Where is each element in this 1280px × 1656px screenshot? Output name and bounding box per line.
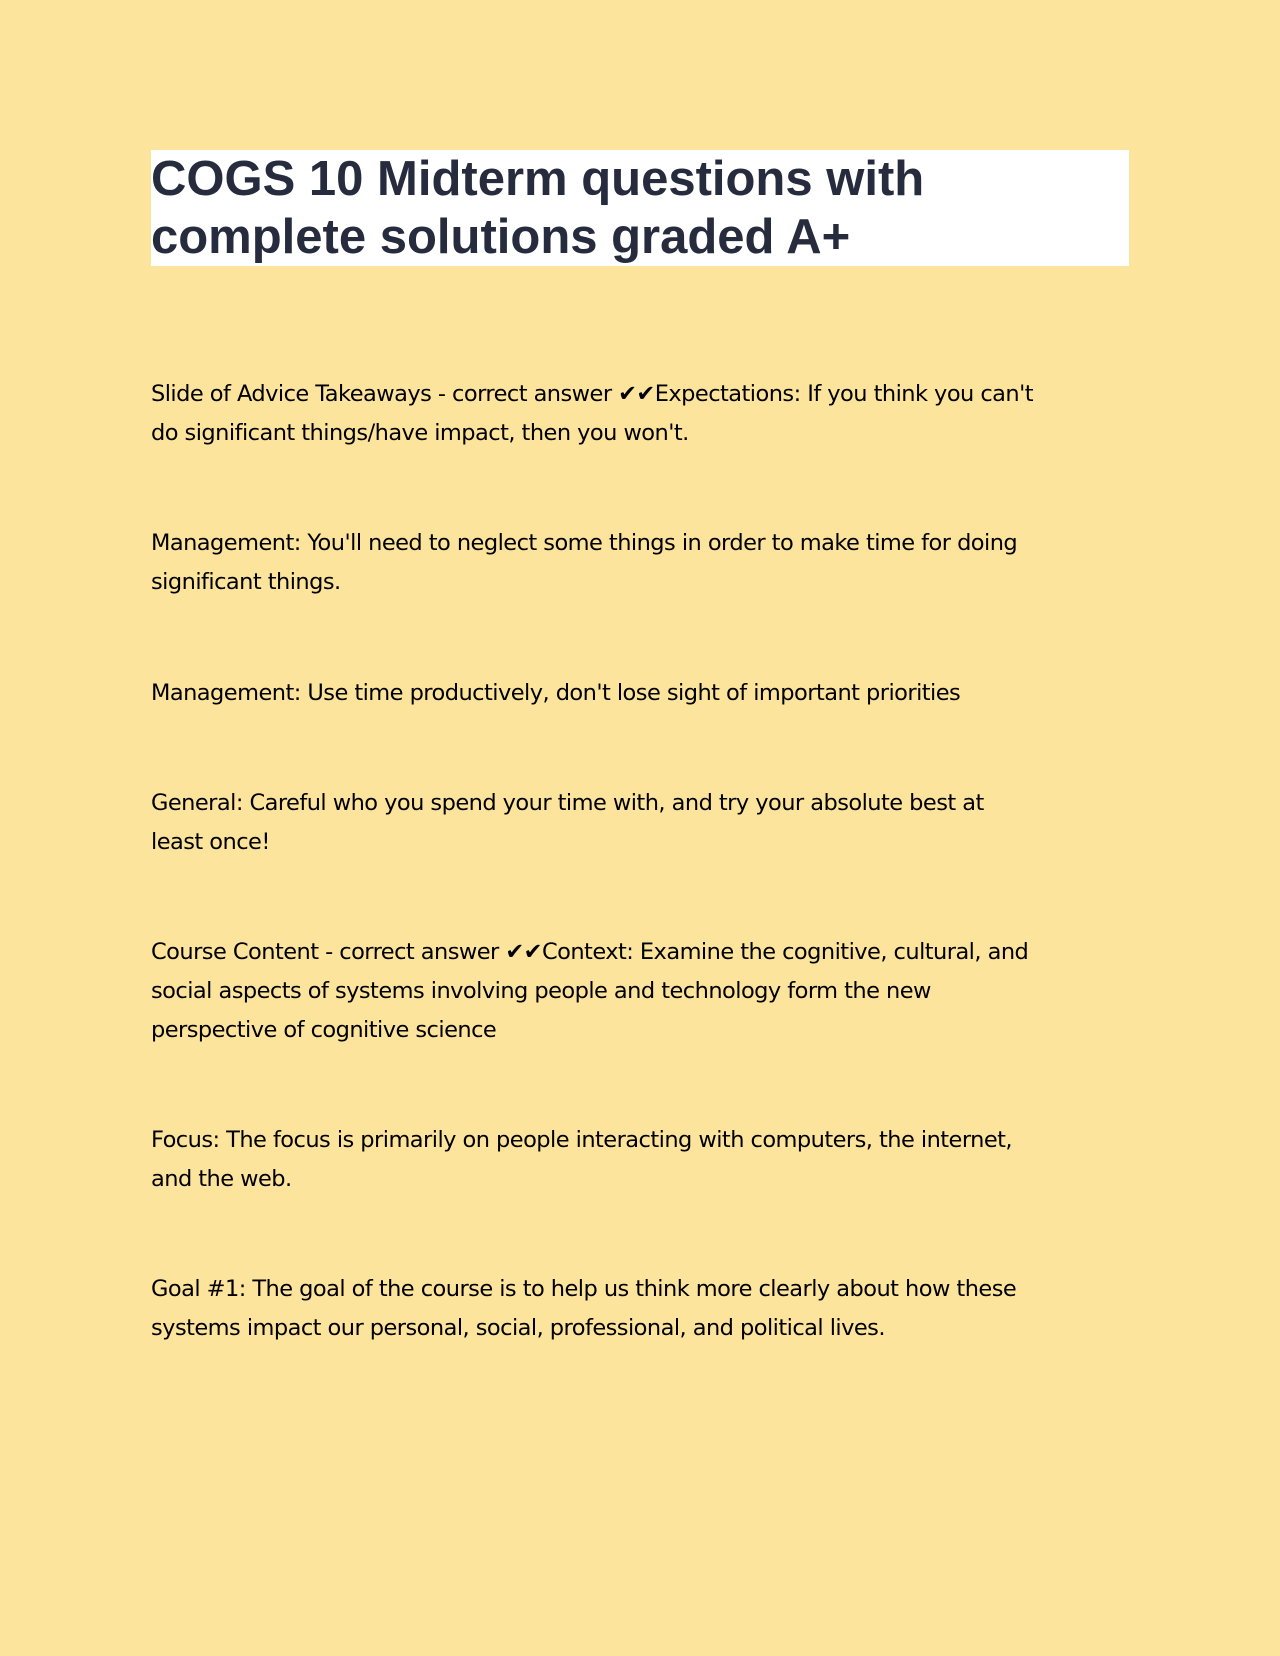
paragraph-goal-1: Goal #1: The goal of the course is to help us think more clearly about how these systems impact our personal, social, professional, and political lives. bbox=[151, 1276, 1017, 1341]
document-title: COGS 10 Midterm questions with complete solutions graded A+ bbox=[151, 152, 925, 264]
paragraph-general: General: Careful who you spend your time with, and try your absolute best at least once! bbox=[151, 790, 984, 855]
paragraph-slide-of-advice: Slide of Advice Takeaways - correct answer ✔✔Expectations: If you think you can't do significant things/have impact, then you won't. bbox=[151, 381, 1034, 446]
paragraph-management-neglect: Management: You'll need to neglect some things in order to make time for doing significant things. bbox=[151, 530, 1018, 595]
paragraph-management-time: Management: Use time productively, don't lose sight of important priorities bbox=[151, 680, 961, 706]
paragraph-focus: Focus: The focus is primarily on people interacting with computers, the internet, and the web. bbox=[151, 1127, 1013, 1192]
paragraph-course-content: Course Content - correct answer ✔✔Context: Examine the cognitive, cultural, and social aspects of systems involving people and technology form the new perspective of cognitive science bbox=[151, 939, 1029, 1043]
title-block bbox=[151, 150, 1129, 266]
